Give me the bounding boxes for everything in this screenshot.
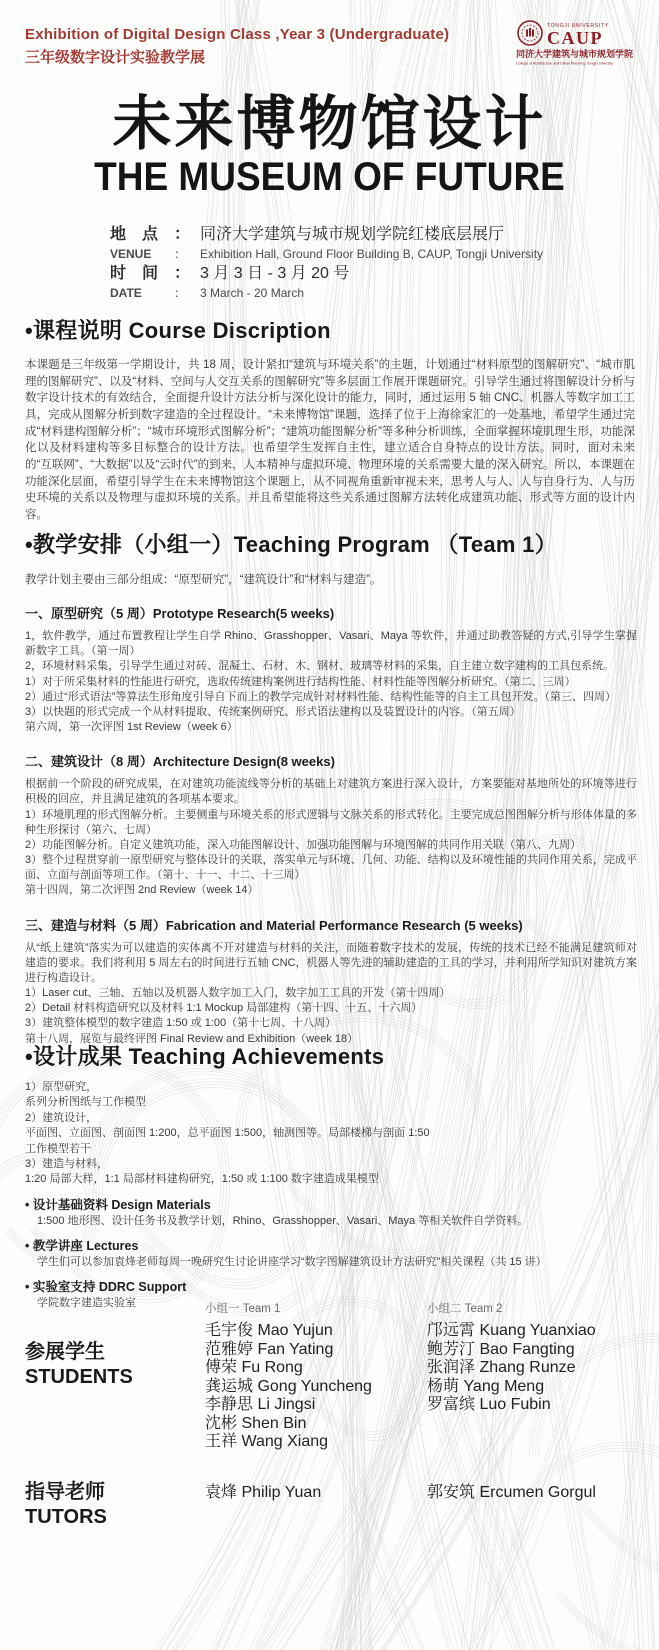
- course-description-body: 本课题是三年级第一学期设计，共 18 周，设计紧扣“建筑与环境关系”的主题，计划通过“材料原型的图解研究”、“城市肌理的图解研究”、以及“材料、空间与人交互关系的图解研究”等多层面工作展开课题研究。引导学生通过将图解设计分析与数字设计技术的有效结合，全面提升设计方法分析与深化设计的能力，同时，通过运用 5 轴 CNC、机器人等数字加工工具，完成从图解分析到数字建造的全过程设计。“未来博物馆”课题，选择了位于上海徐家汇的一处基地，希望学生通过完成“材料建构图解分析”；“城市环境形式图解分析”；“建筑功能图解分析”等多种分析训练，全面掌握环境肌理生形，功能深化以及材料建构等多目标整合的设计方法。也希望学生发挥自主性，建立适合自身特点的设计方法。同时，面对未来的“互联网”、“大数据”以及“云时代”的到来，人本精神与虚拟环境、物理环境的关系需要大量的深入研究。所以，本课题在功能深化层面，希望引导学生在未来博物馆这个课题上，从不同视角重新审视未来，思考人与人、人与自身行为、人与历史环境的关系以及物理与虚拟环境的关系。并且希望能将这些关系通过图解方法转化成建筑功能、形式等方面的设计内容。: [25, 359, 635, 522]
- program-line: 3）建筑整体模型的数字建造 1:50 或 1:00（第十七周、十八周）: [25, 1017, 337, 1030]
- exhibition-title-en: Exhibition of Digital Design Class ,Year 3 (Undergraduate): [25, 26, 450, 43]
- program-part-2-title: 二、建筑设计（8 周）Architecture Design(8 weeks): [25, 754, 335, 770]
- venue-value-en: Exhibition Hall, Ground Floor Building B, CAUP, Tongji University: [200, 246, 544, 261]
- team-1-header: 小组一 Team 1: [205, 1303, 281, 1315]
- program-line: 1）对于所采集材料的性能进行研究，选取传统建构案例进行结构性能、材料性能等图解分析研究。（第二、三周）: [25, 675, 576, 688]
- venue-value-zh: 同济大学建筑与城市规划学院红楼底层展厅: [200, 226, 505, 243]
- student-name: 邝远霄 Kuang Yuanxiao: [427, 1322, 596, 1339]
- tutors-label-en: TUTORS: [25, 1506, 107, 1528]
- caup-logo: [515, 16, 643, 72]
- design-materials-body: 1:500 地形图、设计任务书及教学计划，Rhino、Grasshopper、Vasari、Maya 等相关软件自学资料。: [37, 1214, 529, 1227]
- student-name: 杨萌 Yang Meng: [427, 1377, 545, 1395]
- date-label-zh: 时 间: [110, 264, 159, 282]
- teaching-program-section: [25, 528, 637, 1047]
- logo-university-text: TONGJI UNIVERSITY: [547, 23, 609, 29]
- achievement-line: 系列分析图纸与工作模型: [25, 1096, 146, 1109]
- program-line: 第十八周，展览与最终评图 Final Review and Exhibition（week 18）: [25, 1032, 359, 1045]
- program-part-1-title: 一、原型研究（5 周）Prototype Research(5 weeks): [25, 606, 335, 621]
- poster-title-en: THE MUSEUM OF FUTURE: [94, 154, 565, 199]
- tutors-section: [25, 1472, 637, 1530]
- achievement-line: 工作模型若干: [25, 1142, 91, 1155]
- logo-college-en: College of Architecture and Urban Planning, Tongji University: [516, 61, 614, 66]
- tutor-name: 郭安筑 Ercumen Gorgul: [427, 1484, 596, 1501]
- program-line: 2）通过“形式语法”等算法生形角度引导自下而上的教学完成针对材料性能、结构性能等的自主工具包开发。（第三、四周）: [25, 690, 616, 703]
- lectures-body: 学生们可以参加袁烽老师每周一晚研究生讨论讲座学习“数字图解建筑设计方法研究”相关课程（共 15 讲）: [37, 1255, 547, 1268]
- date-value-en: 3 March - 20 March: [200, 285, 305, 300]
- date-label-en: DATE: [110, 285, 142, 300]
- venue-label-zh: 地 点: [110, 226, 159, 243]
- ddrc-support-body: 学院数字建造实验室: [37, 1297, 136, 1310]
- program-line: 2）Detail 材料构造研究以及材料 1:1 Mockup 局部建构（第十四、十五、十六周）: [25, 1002, 423, 1015]
- teaching-program-heading: •教学安排（小组一）Teaching Program （Team 1）: [25, 532, 558, 557]
- student-name: 王祥 Wang Xiang: [205, 1433, 329, 1451]
- program-part-1: [25, 603, 637, 735]
- course-description-section: [25, 314, 635, 524]
- date-row-zh: 时 间 ： 3 月 3 日 - 3 月 20 号: [110, 263, 543, 285]
- program-line: 根据前一个阶段的研究成果，在对建筑功能流线等分析的基础上对建筑方案进行深入设计，方案要能对基地所处的环境等进行积极的回应，并且满足建筑的各项基本要求。: [25, 778, 637, 806]
- program-line: 1，软件教学，通过布置教程让学生自学 Rhino、Grasshopper、Vasari、Maya 等软件，并通过助教答疑的方式,引导学生掌握新数字工具。（第一周）: [25, 630, 637, 658]
- program-line: 1）Laser cut、三轴、五轴以及机器人数字加工入门，数字加工工具的开发（第十四周）: [25, 987, 451, 1000]
- program-part-3: [25, 915, 637, 1047]
- venue-date-info: [110, 224, 543, 302]
- program-line: 1）环境肌理的形式图解分析。主要侧重与环境关系的形式逻辑与文脉关系的形式转化。主要完成总图图解分析与形体体量的多种生形探讨（第六、七周）: [25, 808, 637, 836]
- logo-college-zh: 同济大学建筑与城市规划学院: [516, 49, 634, 59]
- student-name: 罗富缤 Luo Fubin: [427, 1396, 551, 1414]
- poster-title: [0, 91, 659, 199]
- tongji-seal-icon: [518, 21, 542, 45]
- program-line: 3）以快题的形式完成一个从材料提取、传统案例研究、形式语法建构以及装置设计的内容。（第五周）: [25, 705, 521, 718]
- date-row-en: DATE ： 3 March - 20 March: [110, 285, 543, 302]
- course-description-heading: •课程说明 Course Discription: [25, 318, 331, 343]
- student-name: 龚运城 Gong Yuncheng: [205, 1377, 372, 1395]
- program-part-2: [25, 751, 637, 898]
- student-name: 毛宇俊 Mao Yujun: [205, 1322, 333, 1339]
- student-name: 张润泽 Zhang Runze: [427, 1359, 576, 1377]
- program-line: 第六周，第一次评图 1st Review（week 6）: [25, 721, 238, 734]
- design-materials-title: • 设计基础资料 Design Materials: [25, 1197, 211, 1212]
- ddrc-support-title: • 实验室支持 DDRC Support: [25, 1280, 187, 1295]
- exhibition-title-zh: 三年级数字设计实验教学展: [25, 49, 206, 66]
- tutors-label: [25, 1472, 205, 1530]
- student-name: 李静思 Li Jingsi: [205, 1396, 316, 1414]
- venue-label-en: VENUE: [110, 246, 152, 261]
- students-label: [25, 1300, 205, 1452]
- poster-title-zh: 未来博物馆设计: [112, 91, 547, 157]
- venue-row-zh: 地 点 ： 同济大学建筑与城市规划学院红楼底层展厅: [110, 224, 543, 246]
- program-part-3-title: 三、建造与材料（5 周）Fabrication and Material Performance Research (5 weeks): [25, 917, 523, 933]
- achievement-line: 1）原型研究，: [25, 1081, 98, 1093]
- achievements-lines: [25, 1080, 637, 1188]
- teaching-achievements-section: [25, 1040, 637, 1312]
- achievement-line: 1:20 局部大样，1:1 局部材料建构研究，1:50 或 1:100 数字建造成果模型: [25, 1173, 379, 1186]
- teaching-achievements-heading: •设计成果 Teaching Achievements: [25, 1044, 385, 1069]
- lectures-title: • 教学讲座 Lectures: [25, 1239, 139, 1253]
- achievement-line: 3）建造与材料，: [25, 1157, 109, 1170]
- program-line: 2）功能图解分析。自定义建筑功能，深入功能图解设计、加强功能图解与环境图解的共同作用关联（第八、九周）: [25, 838, 582, 851]
- tutors-label-zh: 指导老师: [25, 1481, 105, 1503]
- achievement-line: 平面图、立面图、剖面图 1:200，总平面图 1:500，轴测图等。局部楼梯与剖面 1:50: [25, 1127, 430, 1140]
- date-value-zh: 3 月 3 日 - 3 月 20 号: [200, 264, 350, 282]
- student-name: 沈彬 Shen Bin: [205, 1414, 307, 1432]
- students-team-1-column: [205, 1300, 427, 1452]
- tutor-name: 袁烽 Philip Yuan: [205, 1484, 322, 1501]
- students-team-2-column: [427, 1300, 637, 1452]
- student-name: 范雅婷 Fan Yating: [205, 1340, 334, 1358]
- students-label-zh: 参展学生: [25, 1341, 105, 1363]
- venue-row-en: VENUE ： Exhibition Hall, Ground Floor Building B, CAUP, Tongji University: [110, 246, 543, 263]
- students-label-en: STUDENTS: [25, 1366, 133, 1388]
- program-line: 3）整个过程贯穿前一原型研究与整体设计的关联，落实单元与环境、几何、功能、结构以及环境性能的共同作用关系，完成平面、立面与剖面等项工作。（第十、十一、十二、十三周）: [25, 854, 637, 882]
- students-section: [25, 1300, 637, 1452]
- program-line: 第十四周，第二次评图 2nd Review（week 14）: [25, 884, 259, 897]
- student-name: 鲍芳汀 Bao Fangting: [427, 1340, 575, 1358]
- logo-caup-text: CAUP: [547, 28, 603, 48]
- team-2-header: 小组二 Team 2: [427, 1303, 503, 1315]
- achievement-line: 2）建筑设计，: [25, 1111, 98, 1124]
- lectures-subsection: [25, 1238, 637, 1270]
- exhibition-header: [25, 26, 449, 67]
- program-line: 2，环境材料采集，引导学生通过对砖、混凝土、石材、木、钢材、玻璃等材料的采集，自主建立数字建构的工具包系统。: [25, 660, 615, 673]
- design-materials-subsection: [25, 1197, 637, 1229]
- student-name: 傅荣 Fu Rong: [205, 1359, 303, 1377]
- teaching-program-intro: 教学计划主要由三部分组成：“原型研究”，“建筑设计”和“材料与建造”。: [25, 574, 382, 586]
- program-line: 从“纸上建筑”落实为可以建造的实体离不开对建造与材料的关注，而随着数字技术的发展，传统的技术已经不能满足建筑师对建造的要求。我们将利用 5 周左右的时间进行五轴 CNC，机器人等先进的辅助建造的工具的学习，并利用所学知识对建筑方案进行构造设计。: [25, 941, 637, 984]
